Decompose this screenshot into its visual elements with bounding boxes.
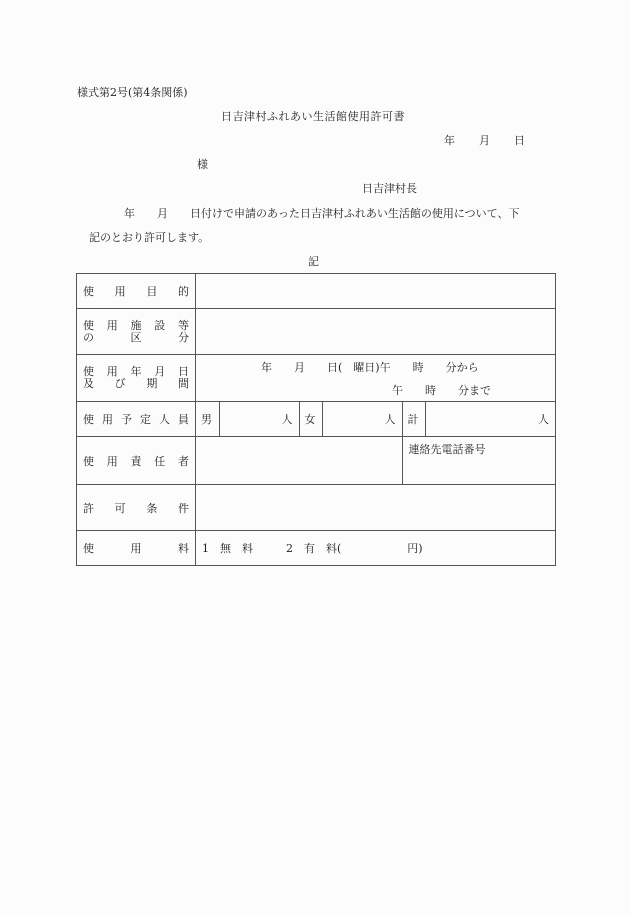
conditions-field[interactable] [196,485,556,531]
label-facility: 使 用 施 設 等 の 区 分 [77,309,196,355]
row-conditions [77,485,556,531]
date-day: 日 [514,134,525,147]
contact-phone-field[interactable] [402,437,555,484]
facility-field[interactable] [196,309,556,355]
row-facility [77,309,556,355]
date-year: 年 [444,134,455,147]
female-count-field[interactable]: 人 [322,402,402,436]
period-field[interactable] [196,355,556,402]
row-people [77,402,556,437]
purpose-field[interactable] [196,274,556,309]
label-responsible: 使 用 責 任 者 [77,437,196,485]
label-conditions: 許 可 条 件 [77,485,196,531]
fee-field[interactable] [196,531,556,566]
label-fee: 使 用 料 [77,531,196,566]
issuer: 日吉津村長 [362,182,417,195]
label-period: 使 用 年 月 日 及 び 期 間 [77,355,196,402]
period-to: 午 時 分まで [392,384,491,397]
row-responsible [77,437,556,485]
fee-options: 1 無 料 2 有 料( 円) [202,542,423,555]
issue-date [444,132,525,148]
form-number: 様式第2号(第4条関係) [77,86,188,99]
total-label: 計 [402,402,425,436]
male-label: 男 [196,402,219,436]
female-label: 女 [299,402,322,436]
label-purpose: 使 用 目 的 [77,274,196,309]
permit-table [76,273,556,566]
ki-heading: 記 [308,255,319,268]
total-count-field[interactable]: 人 [425,402,555,436]
label-people: 使 用 予 定 人 員 [77,402,196,437]
male-count-field[interactable]: 人 [219,402,299,436]
body-text-line1: 年 月 日付けで申請のあった日吉津村ふれあい生活館の使用について、下 [124,207,520,220]
responsible-name-field[interactable] [196,437,402,484]
period-from: 年 月 日( 曜日)午 時 分から [261,361,479,374]
document-title: 日吉津村ふれあい生活館使用許可書 [221,110,405,123]
body-text-line2: 記のとおり許可します。 [89,231,210,244]
row-purpose [77,274,556,309]
addressee-suffix: 様 [197,158,208,171]
row-period [77,355,556,402]
contact-phone-label: 連絡先電話番号 [408,443,486,456]
row-fee [77,531,556,566]
date-month: 月 [479,134,490,147]
